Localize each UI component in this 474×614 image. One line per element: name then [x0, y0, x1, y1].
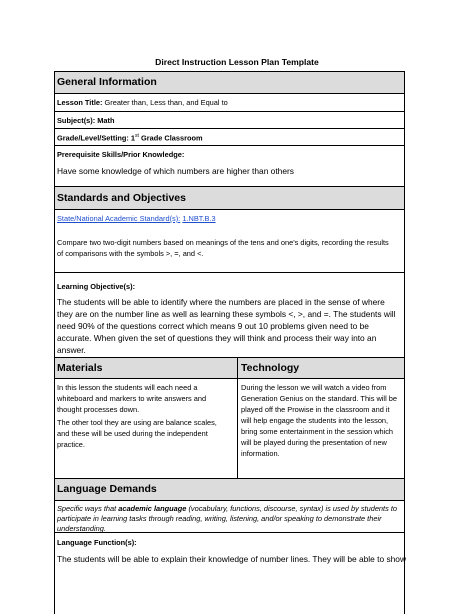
language-intro: [57, 504, 399, 534]
subject-value: Math: [95, 116, 115, 125]
materials-technology-header: [55, 358, 404, 379]
lesson-title-label: Lesson Title:: [57, 98, 103, 107]
grade-rest: Grade Classroom: [138, 133, 203, 143]
materials-heading: Materials: [57, 362, 103, 374]
language-intro-post: (vocabulary, functions, discourse, syntax) is used by students to participate in learning tasks through reading, writing, listening, and/or speaking to demonstrate their understanding.: [57, 504, 398, 533]
prerequisite-label: Prerequisite Skills/Prior Knowledge:: [57, 150, 185, 159]
lesson-title-value: Greater than, Less than, and Equal to: [102, 98, 228, 107]
language-demands-heading: Language Demands: [57, 483, 157, 495]
language-function-text: The students will be able to explain their knowledge of number lines. They will be able to show: [57, 554, 407, 564]
language-function-label: Language Function(s):: [57, 538, 137, 547]
state-standard-line: [57, 214, 216, 223]
lesson-plan-table: [54, 71, 405, 614]
language-intro-row: [55, 501, 404, 533]
state-standard-row: [55, 210, 404, 273]
standard-code-link[interactable]: 1.NBT.B.3: [182, 214, 216, 223]
learning-objective-label: Learning Objective(s):: [57, 282, 136, 291]
subject-label: Subject(s):: [57, 116, 96, 125]
standard-description: Compare two two-digit numbers based on meanings of the tens and one's digits, recording the results of comparisons with the symbols >, =, and <.: [57, 238, 389, 258]
grade-number: 1: [128, 133, 136, 143]
grade-label: Grade/Level/Setting:: [57, 133, 129, 143]
state-standard-link[interactable]: State/National Academic Standard(s):: [57, 214, 181, 223]
technology-heading: Technology: [241, 362, 300, 374]
standards-heading: Standards and Objectives: [57, 192, 186, 204]
prerequisite-value: Have some knowledge of which numbers are higher than others: [57, 166, 294, 176]
general-info-header: [55, 72, 404, 94]
materials-technology-body: [55, 379, 404, 479]
materials-paragraph-1: In this lesson the students will each need a whiteboard and markers to write answers and thought processes down.: [57, 383, 207, 414]
lesson-title-field: [57, 98, 228, 107]
learning-objective-row: [55, 273, 404, 358]
grade-superscript: st: [135, 133, 139, 139]
language-demands-header: [55, 479, 404, 501]
prerequisite-row: [55, 146, 404, 187]
grade-field: [57, 133, 203, 142]
lesson-title-row: [55, 94, 404, 112]
language-function-row: [55, 533, 407, 614]
general-info-heading: General Information: [57, 76, 157, 88]
subject-field: [57, 116, 114, 125]
grade-row: [55, 129, 404, 146]
language-intro-pre: Specific ways that: [57, 504, 119, 513]
subject-row: [55, 112, 404, 129]
materials-paragraph-2: The other tool they are using are balance scales, and these will be used during the independent practice.: [57, 418, 217, 449]
column-divider: [237, 379, 238, 478]
standards-header: [55, 187, 404, 210]
document-title: Direct Instruction Lesson Plan Template: [155, 57, 319, 67]
column-divider: [237, 358, 238, 378]
technology-text: During the lesson we will watch a video from Generation Genius on the standard. This will be played off the Prowise in the classroom and it will help engage the students into the lesson, bring some entertainment in the session which will be played during the presentation of new information.: [241, 383, 397, 458]
language-intro-bold: academic language: [118, 504, 187, 513]
learning-objective-text: The students will be able to identify where the numbers are placed in the sense of where they are on the number line as well as learning these symbols <, >, and =. The students will need 90% of the questions correct which means 9 out 10 problems given need to be accurate. When given the set of questions they will think and process their way into an answer.: [57, 297, 396, 355]
